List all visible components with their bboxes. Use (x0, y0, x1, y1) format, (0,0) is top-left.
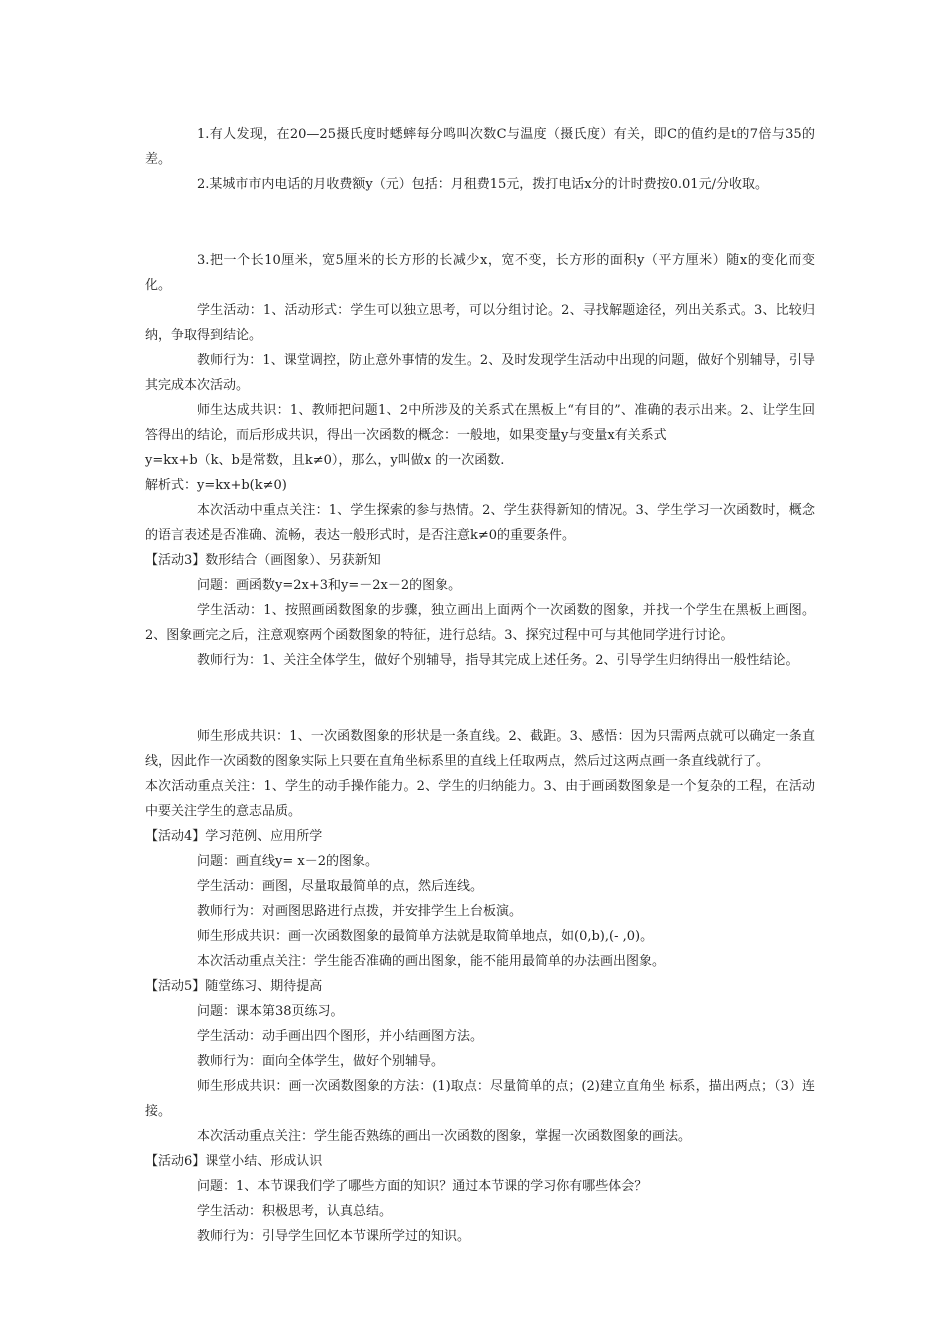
paragraph: 1.有人发现，在20—25摄氏度时蟋蟀每分鸣叫次数C与温度（摄氏度）有关，即C的值约是t的7倍与35的差。 (145, 127, 815, 167)
paragraph: 师生达成共识：1、教师把问题1、2中所涉及的关系式在黑板上“有目的”、准确的表示出来。2、让学生回答得出的结论，而后形成共识，得出一次函数的概念：一般地，如果变量y与变量x有关系式 (145, 403, 815, 443)
paragraph: 本次活动中重点关注：1、学生探索的参与热情。2、学生获得新知的情况。3、学生学习一次函数时，概念的语言表述是否准确、流畅，表达一般形式时，是否注意k≠0的重要条件。 (145, 503, 815, 543)
paragraph: 2.某城市市内电话的月收费额y（元）包括：月租费15元，拨打电话x分的计时费按0.01元/分收取。 (197, 177, 768, 192)
paragraph: 问题：1、本节课我们学了哪些方面的知识？通过本节课的学习你有哪些体会？ (197, 1179, 648, 1194)
section-heading: 【活动4】学习范例、应用所学 (145, 829, 323, 844)
paragraph: 问题：课本第38页练习。 (197, 1004, 344, 1019)
blank-line (145, 686, 815, 711)
document-body (145, 122, 815, 1249)
paragraph: 学生活动：画图，尽量取最简单的点，然后连线。 (197, 879, 484, 894)
paragraph: 学生活动：动手画出四个图形，并小结画图方法。 (197, 1029, 484, 1044)
paragraph: 解析式：y=kx+b(k≠0) (145, 478, 287, 493)
paragraph: 学生活动：积极思考，认真总结。 (197, 1204, 393, 1219)
blank-line (145, 210, 815, 235)
section-heading: 【活动5】随堂练习、期待提高 (145, 979, 323, 994)
section-heading: 【活动6】课堂小结、形成认识 (145, 1154, 323, 1169)
paragraph: 学生活动：1、按照画函数图象的步骤，独立画出上面两个一次函数的图象，并找一个学生在黑板上画图。2、图象画完之后，注意观察两个函数图象的特征，进行总结。3、探究过程中可与其他同学进行讨论。 (145, 603, 815, 643)
paragraph: 师生形成共识：画一次函数图象的方法：(1)取点：尽量简单的点；(2)建立直角坐 标系，描出两点；（3）连接。 (145, 1079, 815, 1119)
paragraph: 师生形成共识：1、一次函数图象的形状是一条直线。2、截距。3、感悟：因为只需两点就可以确定一条直线，因此作一次函数的图象实际上只要在直角坐标系里的直线上任取两点，然后过这两点画一条直线就行了。 (145, 729, 815, 769)
paragraph: 问题：画函数y=2x+3和y=－2x－2的图象。 (197, 578, 462, 593)
paragraph: 教师行为：对画图思路进行点拨，并安排学生上台板演。 (197, 904, 523, 919)
paragraph: 学生活动：1、活动形式：学生可以独立思考，可以分组讨论。2、寻找解题途径，列出关系式。3、比较归纳，争取得到结论。 (145, 303, 815, 343)
paragraph: 本次活动重点关注：学生能否准确的画出图象，能不能用最简单的办法画出图象。 (197, 954, 666, 969)
paragraph: 本次活动重点关注：1、学生的动手操作能力。2、学生的归纳能力。3、由于画函数图象是一个复杂的工程，在活动中要关注学生的意志品质。 (145, 779, 815, 819)
paragraph: 教师行为：1、关注全体学生，做好个别辅导，指导其完成上述任务。2、引导学生归纳得出一般性结论。 (197, 653, 799, 668)
paragraph: 教师行为：引导学生回忆本节课所学过的知识。 (197, 1229, 471, 1244)
paragraph: 问题：画直线y= x－2的图象。 (197, 854, 378, 869)
paragraph: 教师行为：1、课堂调控，防止意外事情的发生。2、及时发现学生活动中出现的问题，做好个别辅导，引导其完成本次活动。 (145, 353, 815, 393)
paragraph: 师生形成共识：画一次函数图象的最简单方法就是取简单地点，如(0,b),(- ,0)。 (197, 929, 654, 944)
paragraph: y=kx+b（k、b是常数，且k≠0），那么，y叫做x 的一次函数. (145, 453, 505, 468)
paragraph: 本次活动重点关注：学生能否熟练的画出一次函数的图象，掌握一次函数图象的画法。 (197, 1129, 692, 1144)
paragraph: 3.把一个长10厘米，宽5厘米的长方形的长减少x，宽不变，长方形的面积y（平方厘米）随x的变化而变化。 (145, 253, 815, 293)
paragraph: 教师行为：面向全体学生，做好个别辅导。 (197, 1054, 445, 1069)
section-heading: 【活动3】数形结合（画图象）、另获新知 (145, 553, 381, 568)
